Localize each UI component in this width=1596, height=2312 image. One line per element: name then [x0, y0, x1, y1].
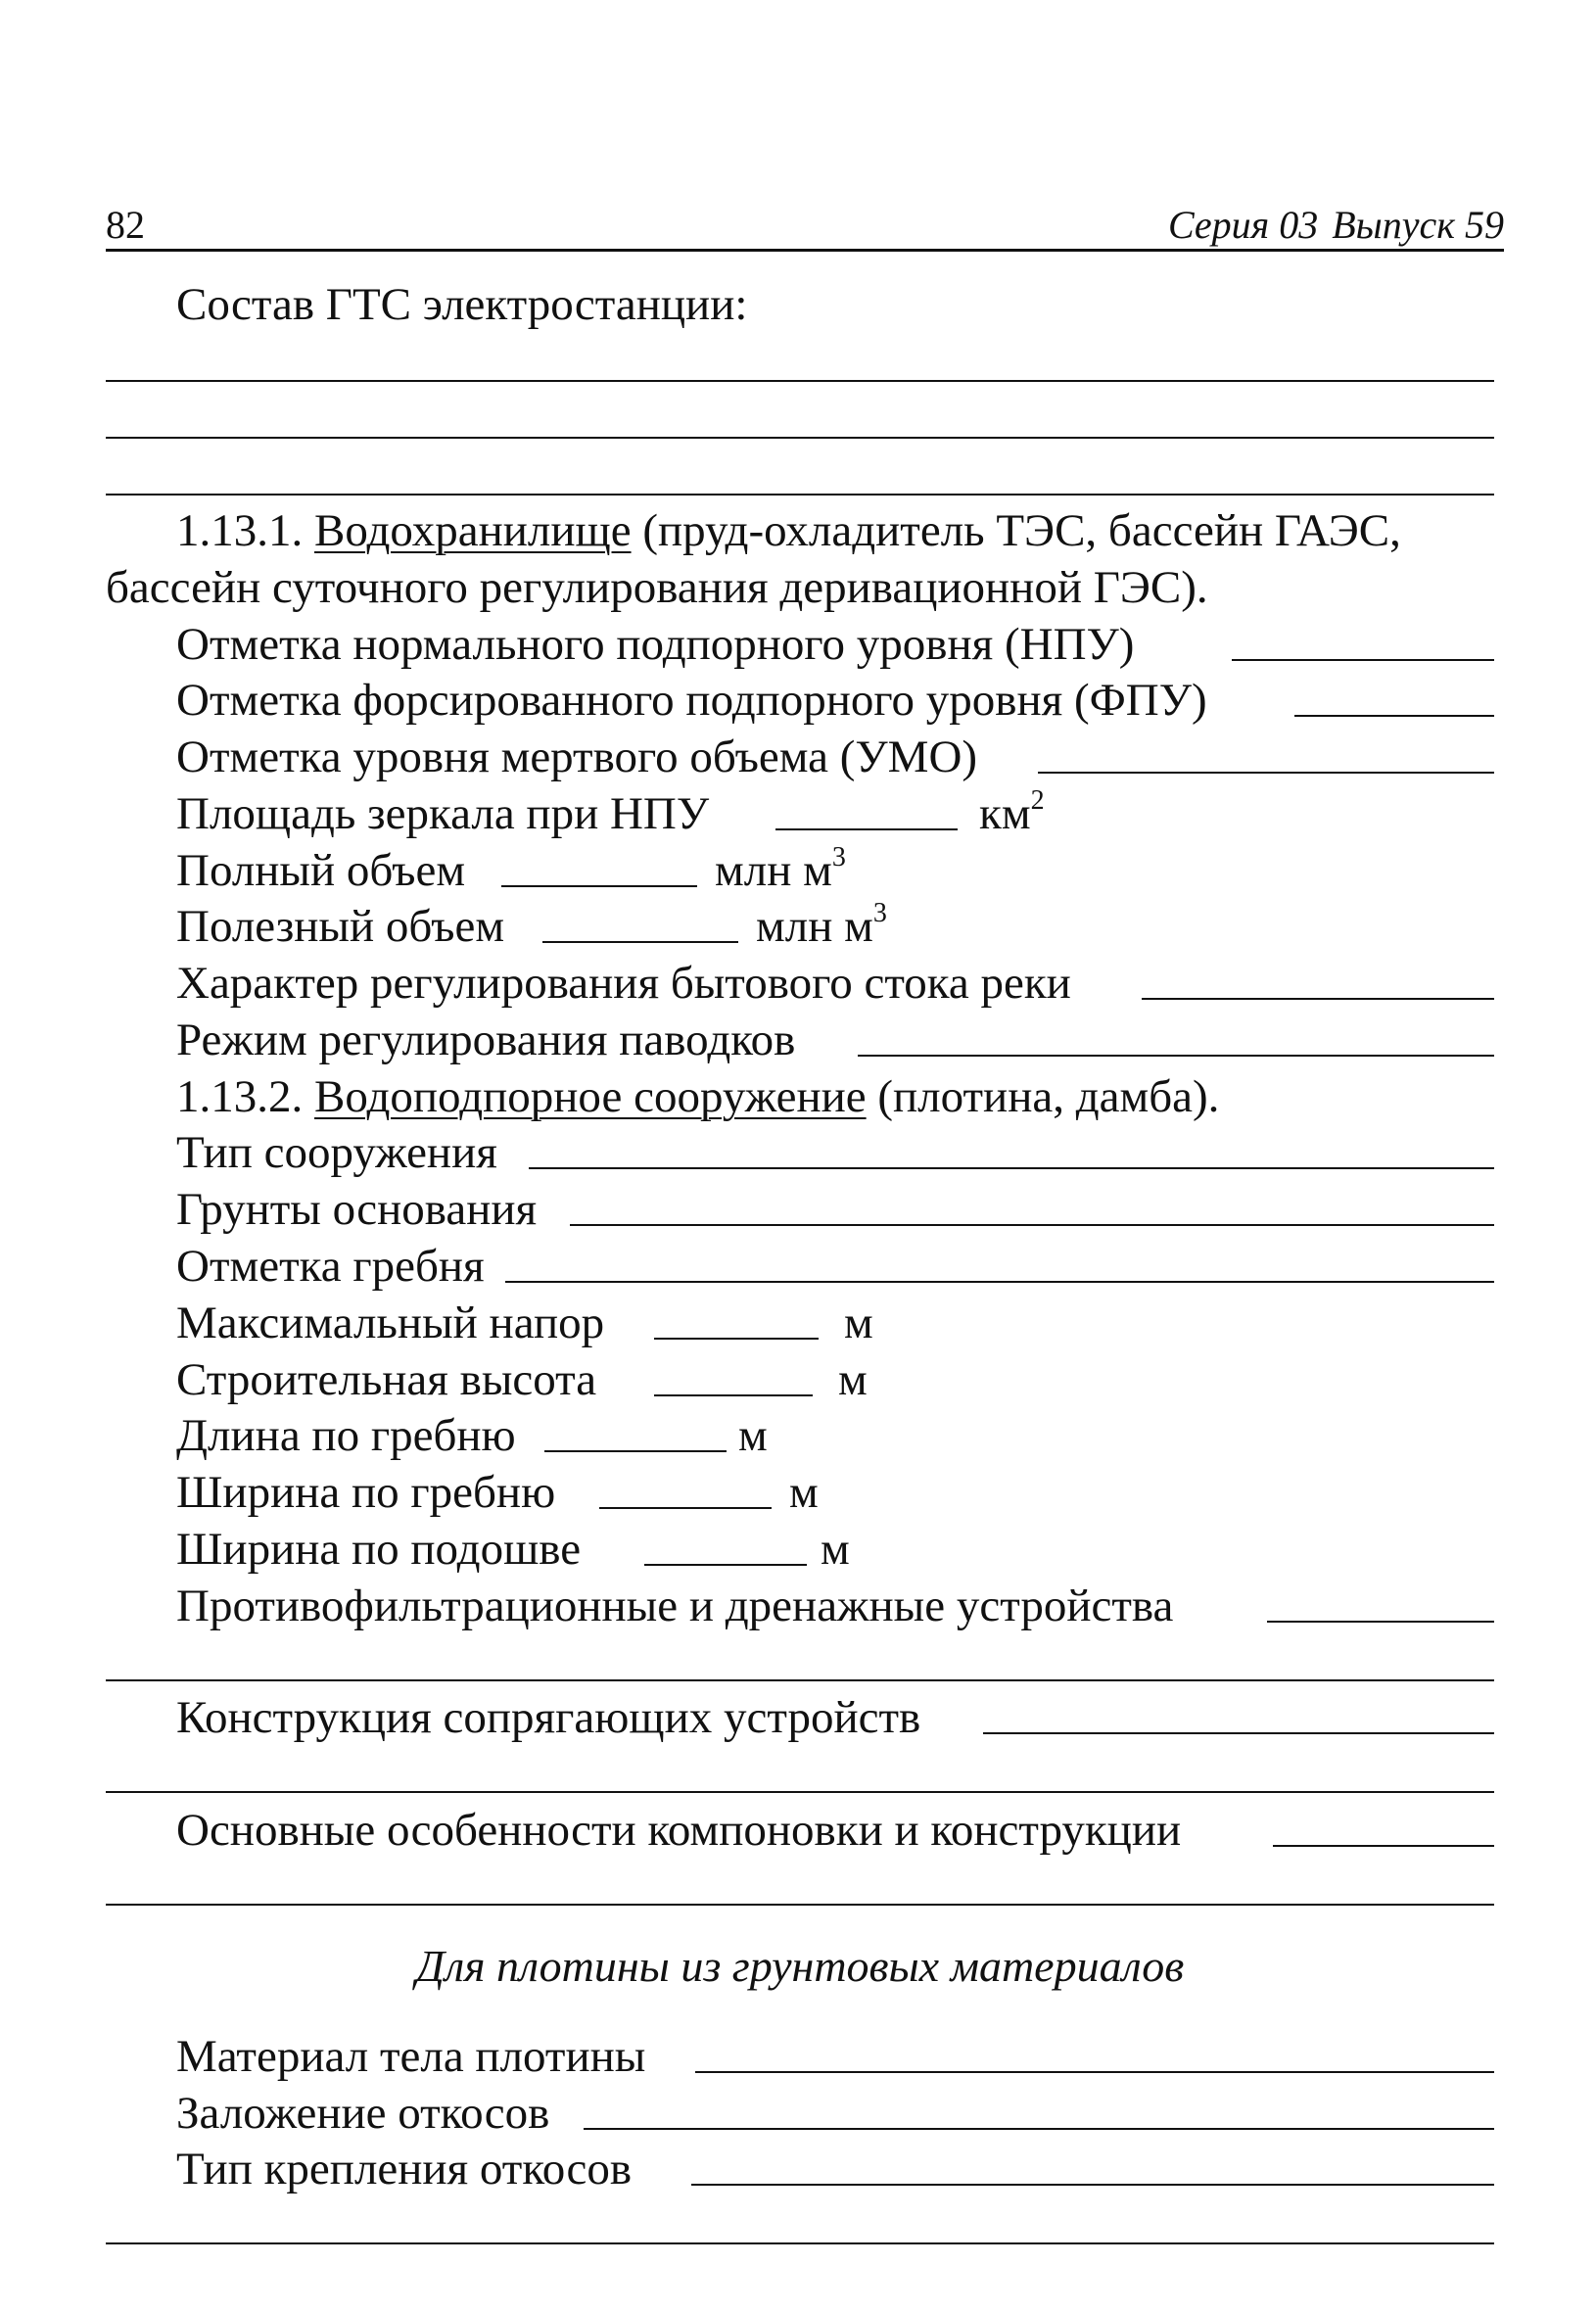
structure-type-field[interactable]: [529, 1167, 1494, 1169]
composition-heading: Состав ГТС электростанции:: [176, 279, 748, 330]
layout-features-blank-line[interactable]: [106, 1904, 1494, 1906]
filtration-label: Противофильтрационные и дренажные устройства: [176, 1581, 1174, 1631]
composition-blank-line-3[interactable]: [106, 494, 1494, 495]
regulation-character-label: Характер регулирования бытового стока реки: [176, 958, 1071, 1009]
npu-label: Отметка нормального подпорного уровня (НПУ): [176, 619, 1135, 670]
section-title: Водохранилище: [314, 505, 632, 556]
soils-label: Грунты основания: [176, 1184, 538, 1235]
area-unit: $км^2$: [979, 785, 1045, 839]
page-header: [106, 194, 1504, 252]
junction-label: Конструкция сопрягающих устройств: [176, 1692, 921, 1743]
total-volume-label: Полный объем: [176, 845, 466, 896]
flood-regime-label: Режим регулирования паводков: [176, 1014, 796, 1065]
crest-width-field[interactable]: [599, 1507, 772, 1509]
useful-volume-unit: млн $м^3$: [756, 898, 887, 952]
total-volume-field[interactable]: [501, 885, 697, 887]
section-desc: (плотина, дамба).: [866, 1071, 1220, 1122]
max-head-unit: м: [844, 1298, 873, 1348]
fpu-field[interactable]: [1294, 715, 1494, 717]
section-desc: (пруд-охладитель ТЭС, бассейн ГАЭС,: [631, 505, 1401, 556]
issue-label: Выпуск 59: [1332, 203, 1504, 247]
composition-blank-line-1[interactable]: [106, 380, 1494, 382]
base-width-unit: м: [821, 1524, 850, 1575]
section-1-13-2-heading: [176, 1071, 1220, 1122]
slopes-field[interactable]: [584, 2128, 1494, 2130]
crest-mark-label: Отметка гребня: [176, 1241, 485, 1292]
section-1-13-1-desc-line2: бассейн суточного регулирования деривационной ГЭС).: [106, 562, 1208, 613]
slopes-label: Заложение откосов: [176, 2088, 550, 2139]
area-field[interactable]: [775, 828, 958, 830]
crest-length-label: Длина по гребню: [176, 1410, 516, 1461]
layout-features-label: Основные особенности компоновки и конструкции: [176, 1805, 1182, 1856]
composition-blank-line-2[interactable]: [106, 437, 1494, 439]
crest-mark-field[interactable]: [505, 1281, 1494, 1283]
slope-protection-blank-line[interactable]: [106, 2242, 1494, 2244]
max-head-field[interactable]: [654, 1338, 819, 1340]
series-issue: [1167, 203, 1504, 247]
build-height-label: Строительная высота: [176, 1354, 597, 1405]
body-material-label: Материал тела плотины: [176, 2031, 646, 2082]
series-label: Серия 03: [1167, 203, 1319, 247]
npu-field[interactable]: [1232, 659, 1494, 661]
page-number: 82: [106, 203, 145, 247]
crest-width-unit: м: [789, 1467, 819, 1518]
flood-regime-field[interactable]: [858, 1055, 1494, 1057]
umo-field[interactable]: [1038, 772, 1494, 774]
section-title: Водоподпорное сооружение: [314, 1071, 867, 1122]
section-number: 1.13.2.: [176, 1071, 304, 1122]
crest-length-unit: м: [738, 1410, 768, 1461]
useful-volume-label: Полезный объем: [176, 901, 505, 952]
build-height-field[interactable]: [654, 1394, 813, 1396]
section-1-13-1-heading: [176, 505, 1401, 556]
filtration-blank-line[interactable]: [106, 1679, 1494, 1681]
regulation-character-field[interactable]: [1142, 998, 1494, 1000]
crest-length-field[interactable]: [544, 1450, 727, 1452]
total-volume-unit: млн $м^3$: [715, 842, 846, 896]
junction-blank-line[interactable]: [106, 1791, 1494, 1793]
soils-field[interactable]: [570, 1224, 1494, 1226]
section-number: 1.13.1.: [176, 505, 304, 556]
earth-dam-title: Для плотины из грунтовых материалов: [415, 1941, 1185, 1991]
area-label: Площадь зеркала при НПУ: [176, 788, 710, 839]
base-width-label: Ширина по подошве: [176, 1524, 582, 1575]
slope-protection-label: Тип крепления откосов: [176, 2144, 633, 2194]
filtration-field[interactable]: [1267, 1621, 1494, 1623]
fpu-label: Отметка форсированного подпорного уровня (ФПУ): [176, 675, 1207, 726]
structure-type-label: Тип сооружения: [176, 1127, 497, 1178]
build-height-unit: м: [838, 1354, 868, 1405]
crest-width-label: Ширина по гребню: [176, 1467, 556, 1518]
base-width-field[interactable]: [644, 1564, 807, 1566]
body-material-field[interactable]: [695, 2071, 1494, 2073]
max-head-label: Максимальный напор: [176, 1298, 605, 1348]
umo-label: Отметка уровня мертвого объема (УМО): [176, 731, 978, 782]
useful-volume-field[interactable]: [542, 941, 738, 943]
slope-protection-field[interactable]: [691, 2184, 1494, 2186]
layout-features-field[interactable]: [1273, 1845, 1494, 1847]
junction-field[interactable]: [983, 1732, 1494, 1734]
